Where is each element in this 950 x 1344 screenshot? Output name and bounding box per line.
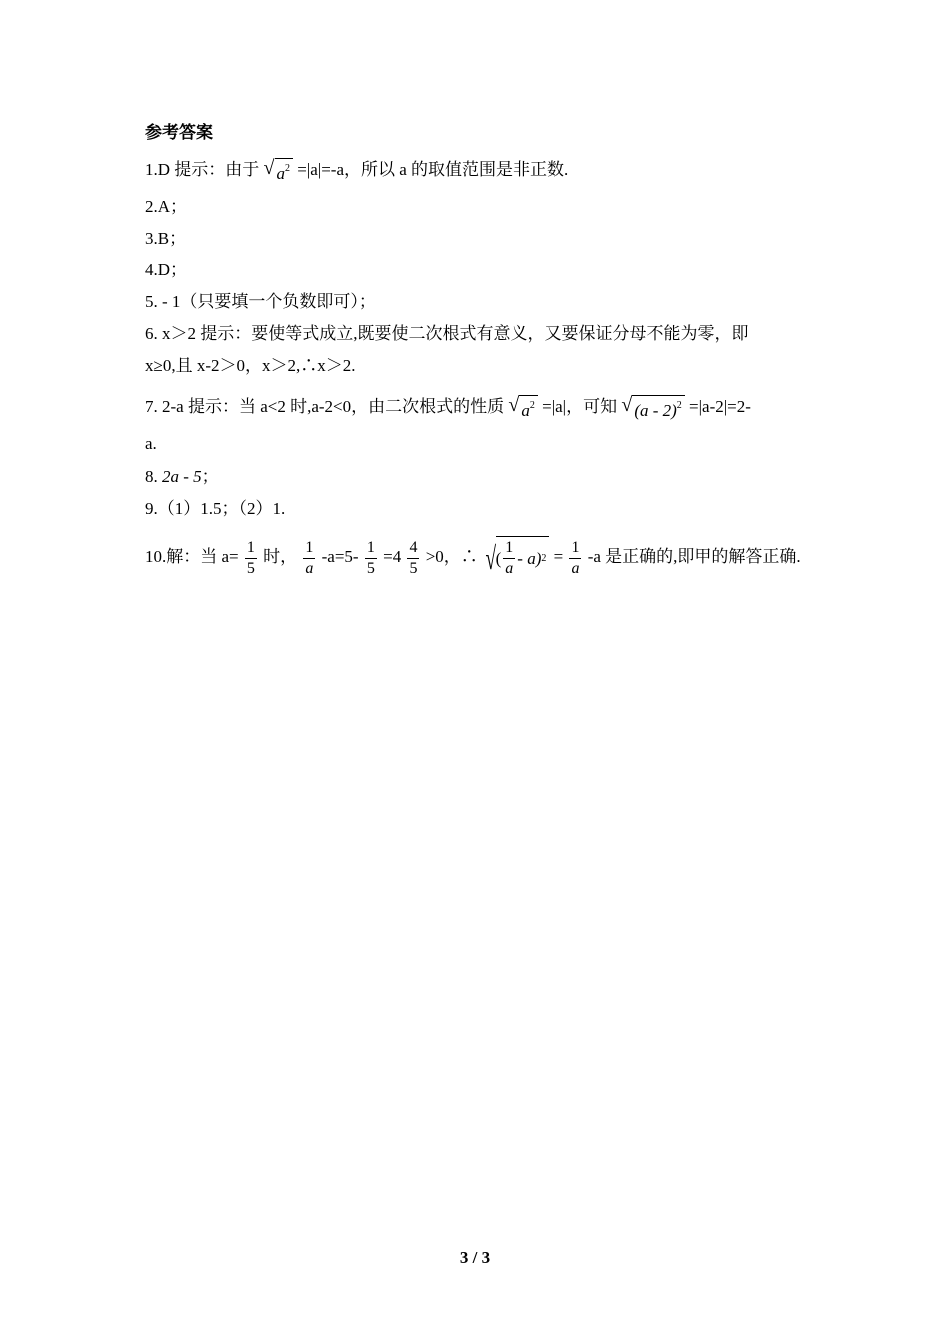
answer-3: 3.B；	[145, 229, 187, 248]
fraction: $\frac{1}{a}$	[505, 539, 514, 577]
fraction: $\frac{4}{5}$	[409, 538, 418, 577]
sqrt-a-squared: √ $a^2$	[508, 395, 537, 422]
fraction: $\frac{1}{a}$	[305, 538, 314, 577]
answer-1: 1.D 提示：由于 √ $a^2 =|a|=-a$，所以 a 的取值范围是非正数.	[145, 157, 569, 183]
answer-10: 10.解：当 a= $\frac{1}{5}$ 时， $\frac{1}{a}$ -a=5- $\frac{1}{5}$ =4 $\frac{4}{5}$ >0，∴ √ ( $\frac{1}{a}$ - a) 2 = $\frac{1}{a}$ -a 是正确的,即甲的解答正确.	[145, 536, 801, 580]
answer-2: 2.A；	[145, 197, 188, 216]
sqrt-a-minus-2-squared: √ (a - 2)$^2$	[621, 395, 684, 422]
page-number: 3 / 3	[459, 1248, 491, 1267]
answer-6-line1: 6. x＞2 提示：要使等式成立,既要使二次根式有意义，又要保证分母不能为零，即	[145, 324, 749, 343]
answer-6-line2: x≥0,且 x-2＞0，x＞2,∴x＞2.	[145, 356, 356, 375]
answer-5: 5. - 1（只要填一个负数即可）；	[145, 292, 376, 311]
answer-4: 4.D；	[145, 260, 188, 279]
fraction: $\frac{1}{5}$	[366, 538, 375, 577]
sqrt-a-squared: √ $a^2$	[264, 158, 293, 185]
answer-7-line2: a.	[145, 434, 157, 453]
answer-7: 7. 2-a 提示：当 a<2 时,a-2<0，由二次根式的性质 √ $a^2 =|a|$，可知 √ (a - 2)$^2$ =|a-2|=2-	[145, 394, 751, 420]
answer-heading: 参考答案	[145, 123, 213, 142]
answer-8: 8. 2a - 5；	[145, 467, 219, 486]
fraction: $\frac{1}{5}$	[246, 538, 255, 577]
answer-9: 9.（1）1.5；（2）1.	[145, 499, 286, 518]
fraction: $\frac{1}{a}$	[571, 538, 580, 577]
sqrt-big-expression: √ ( $\frac{1}{a}$ - a) 2	[482, 536, 549, 580]
